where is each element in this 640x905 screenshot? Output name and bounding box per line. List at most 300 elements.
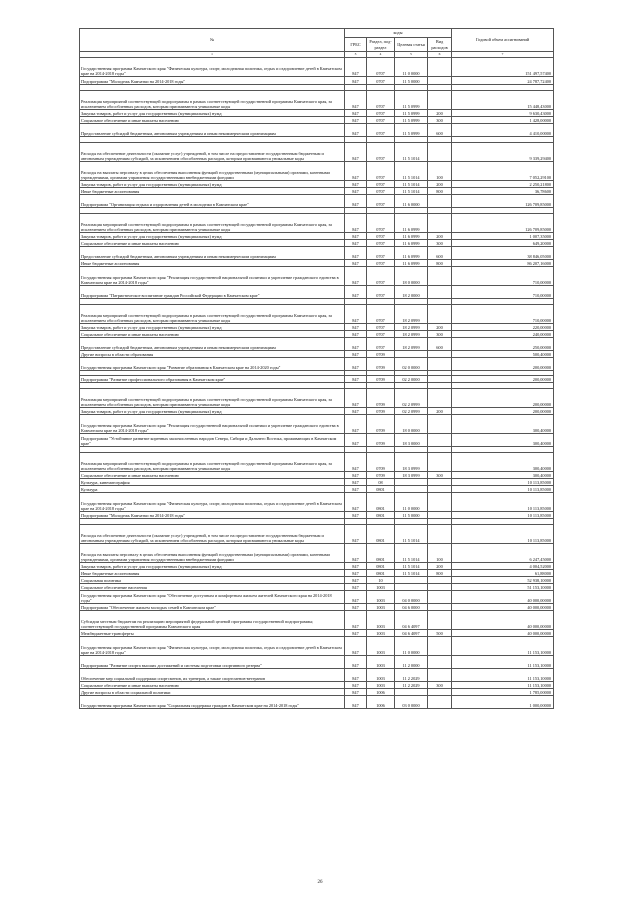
row-amount: 40 000,00000	[452, 591, 554, 604]
header-section: Раздел, под-раздел	[367, 38, 395, 52]
row-target: 11 2 2029	[395, 669, 428, 682]
row-section: 0707	[367, 267, 395, 286]
row-grbs: 847	[345, 577, 367, 584]
row-target: 11 2 0000	[395, 656, 428, 669]
row-target: 11 5 0999	[395, 91, 428, 110]
header-index: 1	[80, 52, 345, 58]
row-name: Подпрограмма "Развитие профессионального образования в Камчатском крае"	[80, 376, 345, 383]
table-row	[80, 434, 554, 447]
table-row	[80, 110, 554, 117]
row-name: Государственная программа Камчатского края "Физическая культура, спорт, молодежная политика, отдых и оздоровление детей в Камчатском крае на 2014-2018 годы"	[80, 493, 345, 512]
table-row	[80, 486, 554, 493]
header-amount: Годовой объем ассигнований	[452, 29, 554, 52]
row-amount: 24 787,72400	[452, 77, 554, 85]
row-target: 18 0 0000	[395, 415, 428, 434]
row-amount: 9 630,43000	[452, 110, 554, 117]
row-target: 11 6 0999	[395, 240, 428, 247]
row-grbs: 847	[345, 525, 367, 544]
row-target: 11 2 2029	[395, 682, 428, 689]
row-amount: 40 000,00000	[452, 611, 554, 630]
row-target: 11 0 0000	[395, 58, 428, 77]
header-index: 6	[428, 52, 452, 58]
row-section: 0709	[367, 472, 395, 479]
table-row	[80, 240, 554, 247]
row-type	[428, 577, 452, 584]
budget-table	[79, 28, 554, 709]
row-grbs: 847	[345, 682, 367, 689]
row-section: 0707	[367, 162, 395, 181]
row-grbs: 847	[345, 240, 367, 247]
row-section: 0707	[367, 305, 395, 324]
row-type	[428, 77, 452, 85]
row-section: 1006	[367, 689, 395, 696]
row-target	[395, 351, 428, 358]
row-section: 0801	[367, 544, 395, 563]
row-name: Расходы на выплаты персоналу в целях обеспечения выполнения функций государственными (муниципальными) органами, казенными учреждениями, органами управления государственными внебюджетными фондами	[80, 162, 345, 181]
row-target: 18 2 0999	[395, 331, 428, 338]
row-name: Закупка товаров, работ и услуг для государственных (муниципальных) нужд	[80, 324, 345, 331]
row-section: 0707	[367, 58, 395, 77]
row-type	[428, 453, 452, 472]
row-grbs: 847	[345, 338, 367, 351]
table-row	[80, 472, 554, 479]
row-name: Государственная программа Камчатского края "Реализация государственной национальной политики и укрепление гражданского единства в Камчатском крае на 2014-2018 годы"	[80, 415, 345, 434]
row-target: 04 6 4097	[395, 630, 428, 637]
row-section: 0707	[367, 247, 395, 260]
row-name: Закупка товаров, работ и услуг для государственных (муниципальных) нужд	[80, 563, 345, 570]
row-type	[428, 525, 452, 544]
row-target: 11 5 0999	[395, 124, 428, 137]
row-name: Реализация мероприятий соответствующей подпрограммы в рамках соответствующей государственной программы Камчатского края, за исключением обособленных расходов, которым присваиваются уникальные коды	[80, 214, 345, 233]
row-section: 0709	[367, 376, 395, 383]
header-index: 7	[452, 52, 554, 58]
row-target: 11 5 1014	[395, 181, 428, 188]
table-row	[80, 544, 554, 563]
row-grbs: 847	[345, 286, 367, 299]
row-name: Государственная программа Камчатского края "Физическая культура, спорт, молодежная политика, отдых и оздоровление детей в Камчатском крае на 2014-2018 годы"	[80, 637, 345, 656]
table-row	[80, 512, 554, 519]
row-grbs: 847	[345, 637, 367, 656]
row-amount: 1 000,00000	[452, 696, 554, 709]
row-target: 11 5 0999	[395, 117, 428, 124]
table-row	[80, 260, 554, 267]
row-amount: 710,00000	[452, 267, 554, 286]
row-amount: 2 250,21800	[452, 181, 554, 188]
header-number: №	[80, 29, 345, 52]
table-row	[80, 630, 554, 637]
row-name: Подпрограмма "Молодежь Камчатки на 2014-2018 годы"	[80, 77, 345, 85]
row-target: 11 5 0999	[395, 110, 428, 117]
row-section: 0707	[367, 338, 395, 351]
row-type: 200	[428, 563, 452, 570]
row-name: Государственная программа Камчатского края "Обеспечение доступным и комфортным жильем жителей Камчатского края на 2014-2018 годы"	[80, 591, 345, 604]
row-type	[428, 637, 452, 656]
row-grbs: 847	[345, 563, 367, 570]
row-section: 0709	[367, 453, 395, 472]
row-name: Культура	[80, 486, 345, 493]
row-amount: 40 000,00000	[452, 630, 554, 637]
row-amount: 10 113,85000	[452, 512, 554, 519]
row-grbs: 847	[345, 696, 367, 709]
row-section: 0707	[367, 188, 395, 195]
row-grbs: 847	[345, 630, 367, 637]
row-amount: 11 153,10000	[452, 656, 554, 669]
budget-table-sheet	[79, 28, 553, 709]
row-type: 300	[428, 472, 452, 479]
table-row	[80, 479, 554, 486]
row-type: 200	[428, 110, 452, 117]
row-target: 11 0 0000	[395, 493, 428, 512]
row-section: 0801	[367, 486, 395, 493]
row-section: 0709	[367, 351, 395, 358]
row-grbs: 847	[345, 305, 367, 324]
header-codes: коды	[345, 29, 452, 38]
row-grbs: 847	[345, 512, 367, 519]
row-target	[395, 486, 428, 493]
table-row	[80, 358, 554, 371]
row-target: 02 2 0999	[395, 389, 428, 408]
row-name: Другие вопросы в области образования	[80, 351, 345, 358]
row-target	[395, 479, 428, 486]
row-type	[428, 389, 452, 408]
row-section: 0707	[367, 117, 395, 124]
row-target: 02 2 0000	[395, 376, 428, 383]
row-grbs: 847	[345, 267, 367, 286]
row-grbs: 847	[345, 570, 367, 577]
row-section: 0707	[367, 286, 395, 299]
row-target: 18 2 0999	[395, 338, 428, 351]
table-row	[80, 656, 554, 669]
row-grbs: 847	[345, 77, 367, 85]
row-target: 11 5 1014	[395, 544, 428, 563]
row-section: 0709	[367, 434, 395, 447]
table-row	[80, 188, 554, 195]
row-name: Подпрограмма "Патриотическое воспитание граждан Российской Федерации в Камчатском крае"	[80, 286, 345, 299]
row-grbs: 847	[345, 415, 367, 434]
row-grbs: 847	[345, 324, 367, 331]
row-type	[428, 91, 452, 110]
row-type	[428, 267, 452, 286]
row-type	[428, 604, 452, 611]
row-grbs: 847	[345, 351, 367, 358]
row-type	[428, 58, 452, 77]
row-section: 10	[367, 577, 395, 584]
row-grbs: 847	[345, 188, 367, 195]
row-section: 1006	[367, 696, 395, 709]
row-name: Закупка товаров, работ и услуг для государственных (муниципальных) нужд	[80, 408, 345, 415]
row-name: Подпрограмма "Организация отдыха и оздоровления детей в молодежи в Камчатском крае"	[80, 195, 345, 208]
table-row	[80, 376, 554, 383]
row-name: Расходы на обеспечение деятельности (оказание услуг) учреждений, в том числе на предоставление государственным бюджетным и автономным учреждениям субсидий, за исключением обособленных расходов, которым присваиваются уникальные коды	[80, 143, 345, 162]
table-row	[80, 351, 554, 358]
row-target: 11 6 0999	[395, 247, 428, 260]
row-amount: 38 846,05000	[452, 247, 554, 260]
table-row	[80, 611, 554, 630]
row-name: Иные бюджетные ассигнования	[80, 570, 345, 577]
row-target: 11 5 1014	[395, 162, 428, 181]
table-row	[80, 305, 554, 324]
row-amount: 300,40000	[452, 472, 554, 479]
row-name: Культура, кинематография	[80, 479, 345, 486]
row-type	[428, 512, 452, 519]
row-grbs: 847	[345, 117, 367, 124]
row-grbs: 847	[345, 689, 367, 696]
row-section: 1003	[367, 611, 395, 630]
row-grbs: 847	[345, 233, 367, 240]
row-type: 600	[428, 338, 452, 351]
row-target: 11 6 0999	[395, 214, 428, 233]
table-row	[80, 415, 554, 434]
row-amount: 200,00000	[452, 376, 554, 383]
row-section: 0707	[367, 91, 395, 110]
row-name: Предоставление субсидий бюджетным, автономным учреждениям и иным некоммерческим организациям	[80, 124, 345, 137]
row-type: 800	[428, 570, 452, 577]
row-type	[428, 493, 452, 512]
table-row	[80, 143, 554, 162]
table-row	[80, 637, 554, 656]
row-section: 0707	[367, 214, 395, 233]
table-row	[80, 570, 554, 577]
row-amount: 11 153,10000	[452, 682, 554, 689]
table-row	[80, 247, 554, 260]
header-index: 3	[345, 52, 367, 58]
header-index: 4	[367, 52, 395, 58]
row-type: 600	[428, 247, 452, 260]
row-section: 0801	[367, 563, 395, 570]
row-amount: 126 709,85000	[452, 214, 554, 233]
table-row	[80, 77, 554, 85]
row-target: 03 0 0000	[395, 696, 428, 709]
row-grbs: 847	[345, 247, 367, 260]
row-grbs: 847	[345, 493, 367, 512]
row-amount: 126 709,85000	[452, 195, 554, 208]
row-amount: 220,00000	[452, 324, 554, 331]
row-section: 0707	[367, 331, 395, 338]
row-type: 300	[428, 117, 452, 124]
row-target	[395, 689, 428, 696]
row-target: 11 5 0000	[395, 77, 428, 85]
table-row	[80, 453, 554, 472]
table-row	[80, 682, 554, 689]
row-section: 0707	[367, 324, 395, 331]
row-type: 300	[428, 331, 452, 338]
row-grbs: 847	[345, 453, 367, 472]
row-name: Расходы на обеспечение деятельности (оказание услуг) учреждений, в том числе на предоставление государственным бюджетным и автономным учреждениям субсидий, за исключением обособленных расходов, которым присваиваются уникальные коды	[80, 525, 345, 544]
row-name: Социальное обеспечение и иные выплаты населению	[80, 682, 345, 689]
table-row	[80, 267, 554, 286]
row-grbs: 847	[345, 389, 367, 408]
row-section: 1003	[367, 669, 395, 682]
row-grbs: 847	[345, 479, 367, 486]
row-name: Социальное обеспечение и иные выплаты населению	[80, 331, 345, 338]
row-grbs: 847	[345, 591, 367, 604]
row-section: 0707	[367, 240, 395, 247]
row-section: 0707	[367, 77, 395, 85]
table-row	[80, 584, 554, 591]
table-row	[80, 117, 554, 124]
row-section: 1003	[367, 591, 395, 604]
row-type	[428, 143, 452, 162]
row-section: 1003	[367, 637, 395, 656]
row-grbs: 847	[345, 486, 367, 493]
table-row	[80, 233, 554, 240]
row-name: Социальное обеспечение и иные выплаты населению	[80, 117, 345, 124]
row-target: 11 5 1014	[395, 525, 428, 544]
row-section: 1003	[367, 584, 395, 591]
row-target	[395, 577, 428, 584]
row-name: Подпрограмма "Устойчивое развитие коренных малочисленных народов Севера, Сибири и Дальнего Востока, проживающих в Камчатском крае"	[80, 434, 345, 447]
row-amount: 10 113,85000	[452, 493, 554, 512]
row-grbs: 847	[345, 376, 367, 383]
row-section: 1003	[367, 682, 395, 689]
row-amount: 10 113,85000	[452, 479, 554, 486]
row-type	[428, 689, 452, 696]
row-grbs: 847	[345, 669, 367, 682]
row-amount: 649,20000	[452, 240, 554, 247]
row-grbs: 847	[345, 584, 367, 591]
row-amount: 151 497,57400	[452, 58, 554, 77]
row-type	[428, 214, 452, 233]
row-name: Реализация мероприятий соответствующей подпрограммы в рамках соответствующей государственной программы Камчатского края, за исключением обособленных расходов, которым присваиваются уникальные коды	[80, 305, 345, 324]
row-amount: 1 428,00000	[452, 117, 554, 124]
row-amount: 52 938,10000	[452, 577, 554, 584]
row-amount: 200,00000	[452, 408, 554, 415]
row-grbs: 847	[345, 408, 367, 415]
row-amount: 710,00000	[452, 305, 554, 324]
row-type: 300	[428, 240, 452, 247]
table-row	[80, 338, 554, 351]
row-target: 18 3 0999	[395, 453, 428, 472]
row-target: 11 5 1014	[395, 563, 428, 570]
row-amount: 6 247,45000	[452, 544, 554, 563]
row-amount: 250,00000	[452, 338, 554, 351]
table-row	[80, 669, 554, 682]
row-amount: 36,78600	[452, 188, 554, 195]
row-amount: 10 113,85000	[452, 486, 554, 493]
row-grbs: 847	[345, 472, 367, 479]
row-name: Подпрограмма "Развитие спорта высших достижений и системы подготовки спортивного резерва"	[80, 656, 345, 669]
row-type: 600	[428, 124, 452, 137]
table-row	[80, 408, 554, 415]
row-grbs: 847	[345, 214, 367, 233]
row-type	[428, 351, 452, 358]
row-target: 04 6 0000	[395, 604, 428, 611]
row-name: Расходы на выплаты персоналу в целях обеспечения выполнения функций государственными (муниципальными) органами, казенными учреждениями, органами управления государственными внебюджетными фондами	[80, 544, 345, 563]
row-type: 200	[428, 181, 452, 188]
row-target: 18 3 0999	[395, 472, 428, 479]
row-grbs: 847	[345, 358, 367, 371]
row-target: 18 3 0000	[395, 434, 428, 447]
row-name: Социальное обеспечение населения	[80, 584, 345, 591]
row-grbs: 847	[345, 162, 367, 181]
row-type	[428, 656, 452, 669]
row-type	[428, 479, 452, 486]
row-grbs: 847	[345, 604, 367, 611]
row-grbs: 847	[345, 434, 367, 447]
row-grbs: 847	[345, 91, 367, 110]
table-row	[80, 493, 554, 512]
row-target: 11 6 0999	[395, 233, 428, 240]
row-type	[428, 195, 452, 208]
row-name: Закупка товаров, работ и услуг для государственных (муниципальных) нужд	[80, 233, 345, 240]
row-name: Реализация мероприятий соответствующей подпрограммы в рамках соответствующей государственной программы Камчатского края, за исключением обособленных расходов, которым присваиваются уникальные коды	[80, 453, 345, 472]
row-type: 800	[428, 260, 452, 267]
row-section: 0801	[367, 570, 395, 577]
row-type: 800	[428, 188, 452, 195]
row-grbs: 847	[345, 181, 367, 188]
row-type: 200	[428, 324, 452, 331]
row-type: 500	[428, 630, 452, 637]
row-grbs: 847	[345, 544, 367, 563]
row-name: Социальная политика	[80, 577, 345, 584]
row-section: 0707	[367, 124, 395, 137]
table-row	[80, 214, 554, 233]
row-section: 0707	[367, 260, 395, 267]
row-section: 0707	[367, 181, 395, 188]
table-row	[80, 389, 554, 408]
table-row	[80, 58, 554, 77]
row-name: Иные бюджетные ассигнования	[80, 188, 345, 195]
row-target: 11 0 0000	[395, 637, 428, 656]
row-type	[428, 376, 452, 383]
table-row	[80, 696, 554, 709]
header-target: Целевая статья	[395, 38, 428, 52]
row-section: 0707	[367, 233, 395, 240]
row-name: Иные бюджетные ассигнования	[80, 260, 345, 267]
row-section: 0709	[367, 389, 395, 408]
row-name: Закупка товаров, работ и услуг для государственных (муниципальных) нужд	[80, 181, 345, 188]
row-amount: 300,40000	[452, 434, 554, 447]
row-amount: 300,40000	[452, 453, 554, 472]
row-amount: 240,00000	[452, 331, 554, 338]
row-section: 0801	[367, 525, 395, 544]
row-target: 04 0 0000	[395, 591, 428, 604]
row-section: 08	[367, 479, 395, 486]
row-type	[428, 591, 452, 604]
row-type: 300	[428, 682, 452, 689]
row-name: Государственная программа Камчатского края "Физическая культура, спорт, молодежная политика, отдых и оздоровление детей в Камчатском крае на 2014-2018 годы"	[80, 58, 345, 77]
row-amount: 300,40000	[452, 415, 554, 434]
table-row	[80, 331, 554, 338]
row-amount: 7 052,29100	[452, 162, 554, 181]
header-grbs: ГРБС	[345, 38, 367, 52]
table-row	[80, 563, 554, 570]
row-type	[428, 415, 452, 434]
header-type: Вид расходов	[428, 38, 452, 52]
row-section: 0801	[367, 493, 395, 512]
row-type	[428, 696, 452, 709]
row-amount: 61,88000	[452, 570, 554, 577]
row-section: 1003	[367, 656, 395, 669]
row-target: 11 6 0000	[395, 195, 428, 208]
row-grbs: 847	[345, 656, 367, 669]
row-target: 02 0 0000	[395, 358, 428, 371]
row-amount: 4 004,52000	[452, 563, 554, 570]
row-name: Реализация мероприятий соответствующей подпрограммы в рамках соответствующей государственной программы Камчатского края, за исключением обособленных расходов, которым присваиваются уникальные коды	[80, 91, 345, 110]
row-amount: 4 410,00000	[452, 124, 554, 137]
row-grbs: 847	[345, 611, 367, 630]
table-body	[80, 58, 554, 709]
row-section: 0707	[367, 143, 395, 162]
row-section: 0801	[367, 512, 395, 519]
row-target: 11 5 1014	[395, 143, 428, 162]
table-row	[80, 591, 554, 604]
row-target: 18 2 0999	[395, 324, 428, 331]
row-section: 0709	[367, 415, 395, 434]
row-type	[428, 669, 452, 682]
table-row	[80, 577, 554, 584]
row-name: Предоставление субсидий бюджетным, автономным учреждениям и иным некоммерческим организациям	[80, 247, 345, 260]
